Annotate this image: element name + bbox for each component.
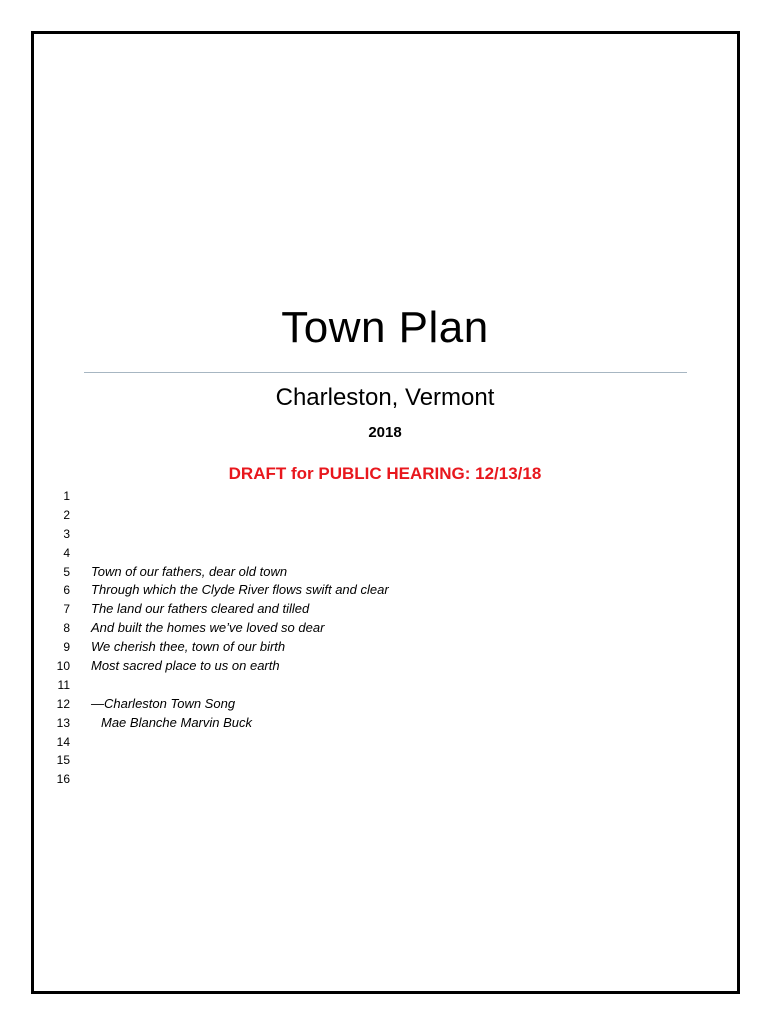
line-number: 7	[63, 602, 70, 617]
line-number: 5	[63, 564, 70, 579]
poem-line: We cherish thee, town of our birth	[91, 639, 286, 655]
line-number: 13	[56, 715, 70, 730]
line-number: 2	[63, 507, 70, 522]
poem-line: Town of our fathers, dear old town	[91, 563, 288, 579]
poem-line: The land our fathers cleared and tilled	[91, 601, 310, 617]
document-subtitle: Charleston, Vermont	[275, 384, 495, 411]
line-number: 15	[56, 753, 70, 768]
line-number: 12	[56, 696, 70, 711]
line-number: 6	[63, 583, 70, 598]
document-title: Town Plan	[281, 303, 489, 352]
text-line	[91, 525, 651, 544]
text-line	[91, 733, 651, 752]
poem-line: Most sacred place to us on earth	[91, 658, 280, 674]
text-line	[91, 751, 651, 770]
text-line	[91, 506, 651, 525]
line-number: 3	[63, 526, 70, 541]
epigraph-text	[91, 487, 651, 789]
author-attribution: Mae Blanche Marvin Buck	[101, 714, 253, 730]
line-number: 9	[63, 640, 70, 655]
line-number-column	[36, 487, 70, 789]
line-number: 16	[56, 772, 70, 787]
line-number: 11	[57, 677, 70, 692]
document-year: 2018	[368, 424, 402, 441]
poem-line: And built the homes we’ve loved so dear	[91, 620, 325, 636]
draft-notice: DRAFT for PUBLIC HEARING: 12/13/18	[228, 464, 542, 483]
line-number: 4	[63, 545, 70, 560]
line-number: 14	[56, 734, 70, 749]
line-number: 10	[56, 659, 70, 674]
line-number: 8	[63, 621, 70, 636]
text-line	[91, 544, 651, 563]
song-attribution: —Charleston Town Song	[91, 695, 236, 711]
text-line	[91, 487, 651, 506]
line-number: 1	[63, 489, 70, 503]
text-line	[91, 770, 651, 789]
text-line	[91, 676, 651, 695]
title-divider	[84, 372, 687, 373]
poem-line: Through which the Clyde River flows swift and clear	[91, 582, 389, 598]
